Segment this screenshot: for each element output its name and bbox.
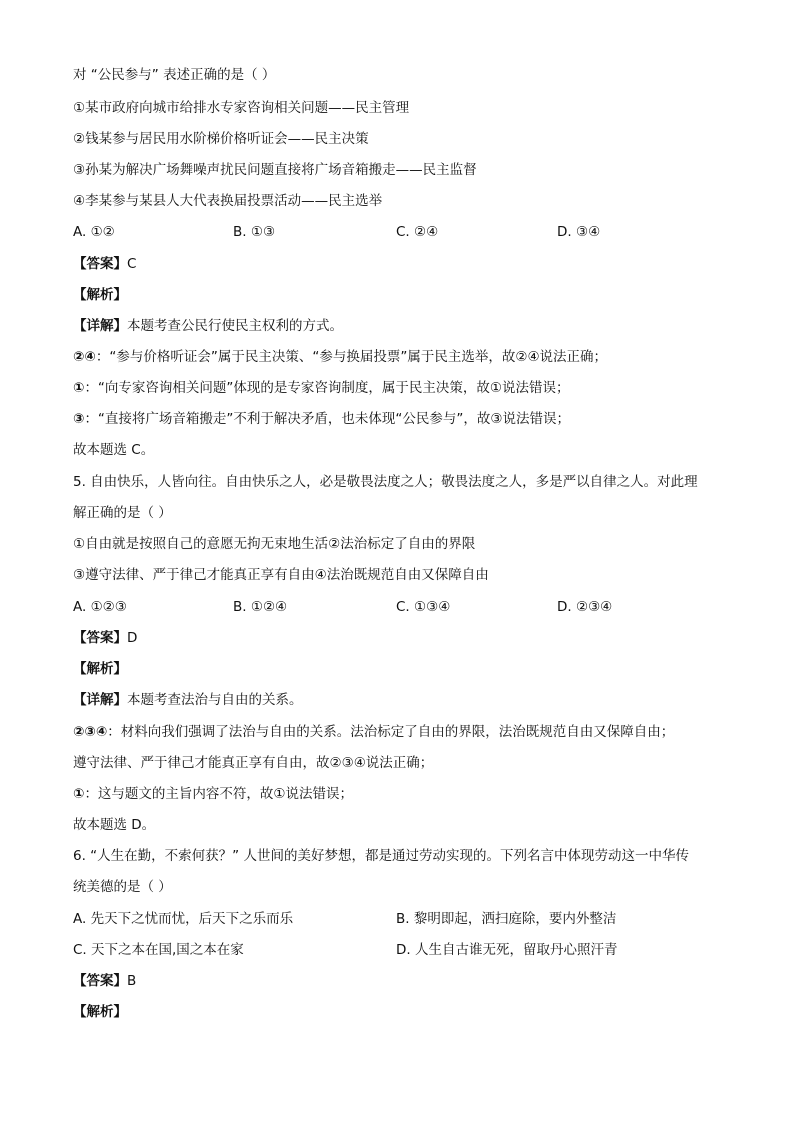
explain-text: ：材料向我们强调了法治与自由的关系。法治标定了自由的界限，法治既规范自由又保障自由； (107, 724, 675, 740)
answer-label: 【答案】 (73, 256, 127, 272)
q5-option-c: C. ①③④ (396, 599, 451, 615)
q5-explain-line-2: 遵守法律、严于律己才能真正享有自由，故②③④说法正确； (73, 755, 434, 771)
q6-stem-line-2: 统美德的是（ ） (73, 879, 172, 895)
answer-label: 【答案】 (73, 973, 127, 989)
q6-stem-line-1: 6. “人生在勤，不索何获？” 人世间的美好梦想，都是通过劳动实现的。下列名言中体现劳动这一中华传 (73, 848, 689, 864)
q4-item-2: ②钱某参与居民用水阶梯价格听证会——民主决策 (73, 131, 369, 147)
answer-value: D (127, 630, 138, 646)
q5-detail (73, 691, 303, 709)
q4-explain-line-1 (73, 348, 607, 366)
q4-detail (73, 317, 343, 335)
q4-item-4: ④李某参与某县人大代表换届投票活动——民主选举 (73, 193, 383, 209)
q5-option-b: B. ①②④ (233, 599, 288, 615)
q4-item-1: ①某市政府向城市给排水专家咨询相关问题——民主管理 (73, 100, 410, 116)
explain-marker: ① (73, 786, 85, 802)
q4-option-d: D. ③④ (557, 224, 601, 240)
q5-stem-line-1: 5. 自由快乐，人皆向往。自由快乐之人，必是敬畏法度之人；敬畏法度之人，多是严以自律之人。对此理 (73, 474, 698, 490)
q6-option-a: A. 先天下之忧而忧，后天下之乐而乐 (73, 911, 294, 927)
q5-option-a: A. ①②③ (73, 599, 127, 615)
q5-analysis-label: 【解析】 (73, 661, 127, 677)
q4-analysis-label: 【解析】 (73, 287, 127, 303)
detail-text: 本题考查法治与自由的关系。 (127, 692, 303, 708)
q4-explain-line-3 (73, 410, 570, 428)
q6-answer (73, 972, 136, 990)
explain-marker: ②④ (73, 349, 96, 365)
q4-option-a: A. ①② (73, 224, 115, 240)
q4-explain-line-2 (73, 379, 570, 397)
detail-text: 本题考查公民行使民主权利的方式。 (127, 318, 343, 334)
explain-marker: ②③④ (73, 724, 108, 740)
q5-items-line-2: ③遵守法律、严于律己才能真正享有自由④法治既规范自由又保障自由 (73, 567, 489, 583)
q4-conclusion: 故本题选 C。 (73, 442, 155, 458)
explain-text: ：“参与价格听证会”属于民主决策、“参与换届投票”属于民主选举，故②④说法正确； (95, 349, 608, 365)
answer-label: 【答案】 (73, 630, 127, 646)
q4-item-3: ③孙某为解决广场舞噪声扰民问题直接将广场音箱搬走——民主监督 (73, 162, 477, 178)
q5-explain-line-1 (73, 723, 674, 741)
q4-option-c: C. ②④ (396, 224, 439, 240)
q6-option-c: C. 天下之本在国,国之本在家 (73, 942, 244, 958)
explain-text: ：“向专家咨询相关问题”体现的是专家咨询制度，属于民主决策，故①说法错误； (84, 380, 570, 396)
q4-option-b: B. ①③ (233, 224, 276, 240)
answer-value: B (127, 973, 137, 989)
detail-label: 【详解】 (73, 318, 127, 334)
explain-text: ：“直接将广场音箱搬走”不利于解决矛盾，也未体现“公民参与”，故③说法错误； (84, 411, 571, 427)
explain-text: ：这与题文的主旨内容不符，故①说法错误； (84, 786, 354, 802)
q5-conclusion: 故本题选 D。 (73, 817, 156, 833)
q5-items-line-1: ①自由就是按照自己的意愿无拘无束地生活②法治标定了自由的界限 (73, 536, 476, 552)
q6-option-d: D. 人生自古谁无死，留取丹心照汗青 (396, 942, 618, 958)
q6-analysis-label: 【解析】 (73, 1004, 127, 1020)
q5-stem-line-2: 解正确的是（ ） (73, 505, 172, 521)
q5-answer (73, 629, 137, 647)
q4-answer (73, 255, 136, 273)
q5-option-d: D. ②③④ (557, 599, 613, 615)
detail-label: 【详解】 (73, 692, 127, 708)
q4-stem: 对 “公民参与” 表述正确的是（ ） (73, 67, 276, 83)
q6-option-b: B. 黎明即起，洒扫庭除，要内外整洁 (396, 911, 617, 927)
explain-marker: ③ (73, 411, 85, 427)
explain-marker: ① (73, 380, 85, 396)
q5-explain-line-3 (73, 785, 353, 803)
answer-value: C (127, 256, 137, 272)
